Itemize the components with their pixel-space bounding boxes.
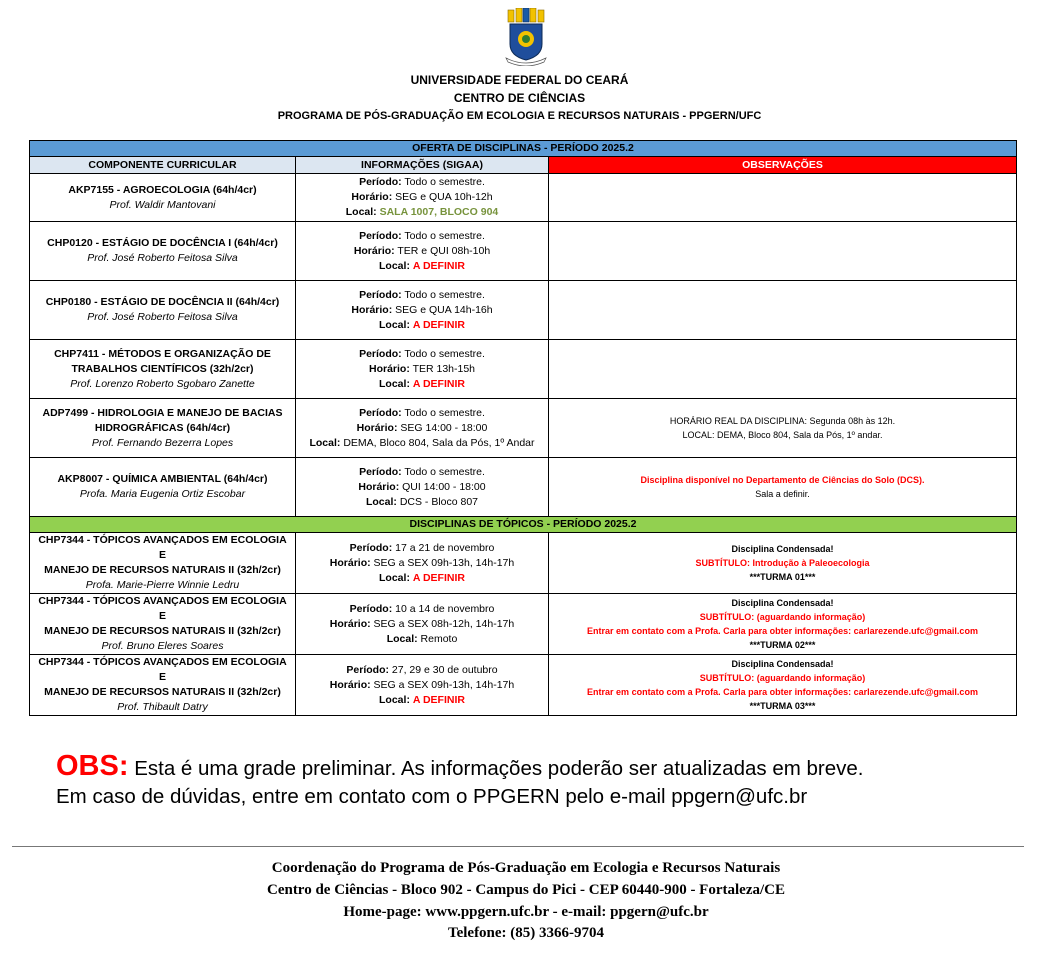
course-cell [30,594,296,655]
course-code: AKP8007 - QUÍMICA AMBIENTAL (64h/4cr) [57,473,268,485]
info-cell [296,655,549,716]
obs-line: Sala a definir. [755,489,810,499]
table-row [30,222,1017,281]
course-professor: Prof. Thibault Datry [117,701,208,713]
footer-divider [12,846,1024,847]
periodo-value: 10 a 14 de novembro [395,602,495,615]
info-cell [296,281,549,340]
local-label: Local: [379,377,410,390]
horario-value: SEG a SEX 08h-12h, 14h-17h [373,617,515,630]
preliminary-notice [56,752,1026,811]
periodo-value: Todo o semestre. [404,347,485,360]
horario-value: SEG 14:00 - 18:00 [400,421,488,434]
periodo-value: Todo o semestre. [404,465,485,478]
horario-value: SEG e QUA 14h-16h [395,303,493,316]
horario-value: SEG a SEX 09h-13h, 14h-17h [373,556,515,569]
periodo-label: Período: [359,347,402,360]
table-row [30,655,1017,716]
topics-title: DISCIPLINAS DE TÓPICOS - PERÍODO 2025.2 [30,517,1017,533]
periodo-label: Período: [349,602,393,615]
horario-label: Horário: [329,556,371,569]
footer-address: Centro de Ciências - Bloco 902 - Campus do Pici - CEP 60440-900 - Fortaleza/CE [266,882,785,898]
course-cell [30,222,296,281]
course-professor: Profa. Maria Eugenia Ortiz Escobar [79,488,246,500]
obs-cell [549,533,1017,594]
periodo-value: 27, 29 e 30 de outubro [391,663,498,676]
info-cell [296,399,549,458]
horario-label: Horário: [353,244,395,257]
course-code-line1: CHP7344 - TÓPICOS AVANÇADOS EM ECOLOGIA E [38,595,287,622]
table-row [30,281,1017,340]
local-value: A DEFINIR [412,693,465,706]
course-code: AKP7155 - AGROECOLOGIA (64h/4cr) [68,183,257,196]
periodo-label: Período: [359,406,402,419]
course-code: CHP0180 - ESTÁGIO DE DOCÊNCIA II (64h/4cr) [45,296,280,308]
periodo-value: Todo o semestre. [404,176,485,188]
local-label: Local: [345,206,377,218]
table-row [30,399,1017,458]
obs-line: LOCAL: DEMA, Bloco 804, Sala da Pós, 1º andar. [682,430,883,440]
periodo-value: 17 a 21 de novembro [395,541,495,554]
column-header-observacoes: OBSERVAÇÕES [549,157,1017,174]
obs-line: Disciplina Condensada! [731,598,834,608]
table-row [30,594,1017,655]
local-label: Local: [386,632,418,645]
obs-line: Disciplina disponível no Departamento de Ciências do Solo (DCS). [640,475,925,485]
local-value: A DEFINIR [412,318,465,331]
periodo-value: Todo o semestre. [404,229,485,242]
obs-cell [549,655,1017,716]
obs-contact-line: Entrar em contato com a Profa. Carla para obter informações: carlarezende.ufc@gmail.com [587,626,978,636]
topics-title-row [30,517,1017,533]
university-name: UNIVERSIDADE FEDERAL DO CEARÁ [410,73,629,87]
course-cell [30,533,296,594]
course-code-line1: CHP7411 - MÉTODOS E ORGANIZAÇÃO DE [54,347,271,360]
obs-line: Disciplina Condensada! [731,659,834,669]
table-row [30,533,1017,594]
obs-contact-line: Entrar em contato com a Profa. Carla para obter informações: carlarezende.ufc@gmail.com [587,687,978,697]
obs-cell [549,340,1017,399]
periodo-label: Período: [359,229,402,242]
ufc-seal-icon [504,8,548,66]
obs-line: Disciplina Condensada! [731,544,834,554]
notice-line2: Em caso de dúvidas, entre em contato com o PPGERN pelo e-mail ppgern@ufc.br [56,785,808,808]
course-code-line1: CHP7344 - TÓPICOS AVANÇADOS EM ECOLOGIA E [38,534,287,561]
periodo-label: Período: [359,176,402,188]
local-value: A DEFINIR [412,571,465,584]
course-cell [30,174,296,222]
course-cell [30,340,296,399]
local-label: Local: [309,436,341,449]
offer-title: OFERTA DE DISCIPLINAS - PERÍODO 2025.2 [30,141,1017,157]
obs-cell [549,399,1017,458]
info-cell [296,458,549,517]
course-professor: Prof. Lorenzo Roberto Sgobaro Zanette [70,377,255,390]
obs-line: SUBTÍTULO: (aguardando informação) [699,673,866,683]
course-professor: Prof. José Roberto Feitosa Silva [87,311,238,323]
course-cell [30,458,296,517]
table-row [30,340,1017,399]
horario-value: TER 13h-15h [412,362,476,375]
info-cell [296,174,549,222]
periodo-value: Todo o semestre. [404,288,485,301]
local-label: Local: [379,318,410,331]
course-code-line1: CHP7344 - TÓPICOS AVANÇADOS EM ECOLOGIA E [38,656,287,683]
local-value: SALA 1007, BLOCO 904 [379,206,499,218]
horario-label: Horário: [368,362,410,375]
table-row [30,458,1017,517]
notice-line1: Esta é uma grade preliminar. As informações poderão ser atualizadas em breve. [128,757,864,780]
footer-phone: Telefone: (85) 3366-9704 [447,925,605,941]
local-value: Remoto [420,632,458,645]
local-value: DEMA, Bloco 804, Sala da Pós, 1º Andar [343,436,535,449]
horario-value: SEG a SEX 09h-13h, 14h-17h [373,678,515,691]
info-cell [296,594,549,655]
table-row [30,174,1017,222]
horario-label: Horário: [329,617,371,630]
obs-cell [549,594,1017,655]
course-code-line2: MANEJO DE RECURSOS NATURAIS II (32h/2cr) [44,564,281,576]
course-professor: Prof. José Roberto Feitosa Silva [87,252,238,264]
course-code-line2: MANEJO DE RECURSOS NATURAIS II (32h/2cr) [44,625,281,637]
obs-cell [549,458,1017,517]
offer-title-row [30,141,1017,157]
obs-line: SUBTÍTULO: (aguardando informação) [699,612,866,622]
obs-line: SUBTÍTULO: Introdução à Paleoecologia [695,558,870,568]
course-professor: Prof. Waldir Mantovani [109,198,216,211]
obs-line: ***TURMA 02*** [749,640,816,650]
info-cell [296,533,549,594]
course-professor: Prof. Bruno Eleres Soares [101,640,224,652]
program-name: PROGRAMA DE PÓS-GRADUAÇÃO EM ECOLOGIA E RECURSOS NATURAIS - PPGERN/UFC [277,110,762,122]
horario-label: Horário: [351,191,393,203]
obs-cell [549,281,1017,340]
horario-label: Horário: [358,480,400,493]
course-code-line2: MANEJO DE RECURSOS NATURAIS II (32h/2cr) [44,686,281,698]
course-cell [30,281,296,340]
course-code-line2: TRABALHOS CIENTÍFICOS (32h/2cr) [71,362,254,375]
local-label: Local: [365,495,397,508]
horario-value: QUI 14:00 - 18:00 [402,480,486,493]
horario-label: Horário: [329,678,371,691]
obs-cell [549,222,1017,281]
horario-value: SEG e QUA 10h-12h [395,191,493,203]
obs-line: HORÁRIO REAL DA DISCIPLINA: Segunda 08h às 12h. [669,416,896,426]
local-label: Local: [379,693,410,706]
local-value: A DEFINIR [412,259,465,272]
course-offer-table [29,140,1017,716]
obs-line: ***TURMA 01*** [749,572,816,582]
periodo-label: Período: [346,663,389,676]
horario-label: Horário: [351,303,393,316]
horario-value: TER e QUI 08h-10h [397,244,491,257]
local-value: A DEFINIR [412,377,465,390]
obs-line: ***TURMA 03*** [749,701,816,711]
periodo-value: Todo o semestre. [404,406,485,419]
course-code-line1: ADP7499 - HIDROLOGIA E MANEJO DE BACIAS [42,406,283,419]
obs-cell [549,174,1017,222]
periodo-label: Período: [349,541,393,554]
course-professor: Prof. Fernando Bezerra Lopes [91,436,234,449]
column-header-row [30,157,1017,174]
info-cell [296,222,549,281]
footer-coordination: Coordenação do Programa de Pós-Graduação em Ecologia e Recursos Naturais [271,860,781,876]
course-code: CHP0120 - ESTÁGIO DE DOCÊNCIA I (64h/4cr) [47,237,278,249]
local-label: Local: [379,259,410,272]
footer-web-email: Home-page: www.ppgern.ufc.br - e-mail: ppgern@ufc.br [343,904,709,920]
horario-label: Horário: [356,421,398,434]
course-cell [30,655,296,716]
periodo-label: Período: [359,465,402,478]
course-professor: Profa. Marie-Pierre Winnie Ledru [85,579,240,591]
column-header-informacoes: INFORMAÇÕES (SIGAA) [296,157,549,174]
info-cell [296,340,549,399]
course-code-line2: HIDROGRÁFICAS (64h/4cr) [94,421,231,434]
notice-label: OBS: [56,750,129,782]
course-cell [30,399,296,458]
local-label: Local: [379,571,410,584]
column-header-componente: COMPONENTE CURRICULAR [30,157,296,174]
periodo-label: Período: [359,288,402,301]
center-name: CENTRO DE CIÊNCIAS [453,91,586,105]
local-value: DCS - Bloco 807 [399,495,479,508]
